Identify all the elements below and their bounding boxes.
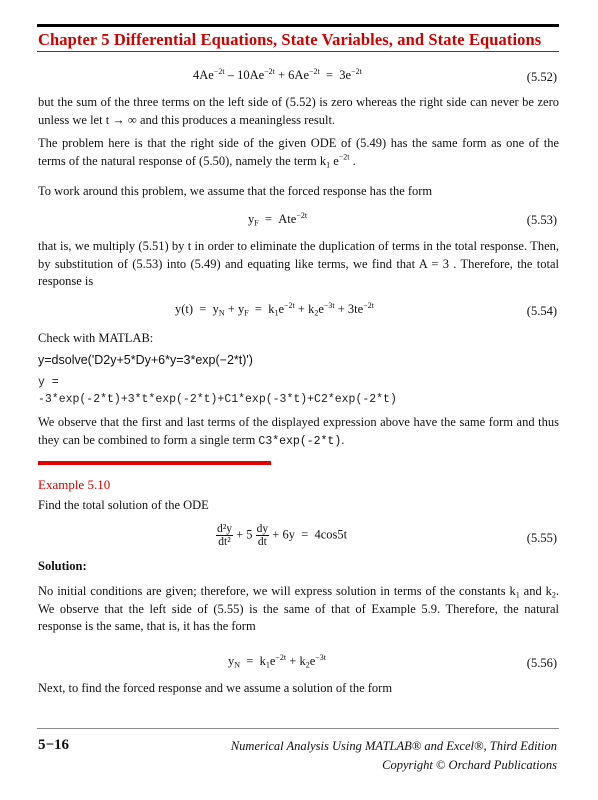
solution-label: Solution:	[38, 559, 87, 573]
paragraph-1: but the sum of the three terms on the left side of (5.52) is zero whereas the right side can never be zero unless we let t → ∞ and this produces a meaningless result.	[38, 95, 559, 127]
chapter-title: Chapter 5 Differential Equations, State Variables, and State Equations	[38, 30, 542, 49]
matlab-output-label: y =	[38, 376, 59, 389]
equation-5-55	[216, 523, 347, 548]
eq-term-plus5: + 5	[232, 527, 253, 542]
paragraph-5: Check with MATLAB:	[38, 331, 154, 345]
equation-number-5-56: (5.56)	[526, 656, 557, 670]
equation-5-54: $y(t) = y_N + y_F = k_1e^{-2t} + k_2e^{-3t} + 3te^{-2t}$	[175, 301, 374, 318]
fraction-numerator: dy	[256, 523, 269, 535]
equation-5-53: $y_F = Ate^{-2t}$	[248, 211, 308, 228]
example-title: Example 5.10	[38, 477, 111, 492]
footer-rule	[37, 728, 559, 729]
fraction-dy-dt	[256, 523, 270, 548]
header-bottom-rule	[37, 51, 559, 52]
matlab-output-value: -3*exp(-2*t)+3*t*exp(-2*t)+C1*exp(-3*t)+C2*exp(-2*t)	[38, 393, 397, 406]
paragraph-3: To work around this problem, we assume that the forced response has the form	[38, 184, 433, 198]
paragraph-7: No initial conditions are given; therefore, we will express solution in terms of the constants $k_1$ and $k_2$. We observe that the left side of (5.55) is the same of that of Example 5.9. Therefore, the natural response is the same, that is, it has the form	[38, 584, 559, 633]
example-separator-bar	[38, 461, 271, 465]
paragraph-6: We observe that the first and last terms of the displayed expression above have the same form and thus they can be combined to form a single term C3*exp(-2*t).	[38, 415, 559, 448]
equation-number-5-54: (5.54)	[526, 304, 557, 318]
equation-5-56: $y_N = k_1e^{-2t} + k_2e^{-3t}$	[228, 653, 326, 670]
copyright-notice: Copyright © Orchard Publications	[382, 758, 557, 772]
book-title: Numerical Analysis Using MATLAB® and Excel®, Third Edition	[230, 739, 557, 753]
fraction-d2y-dt2	[216, 523, 233, 548]
fraction-denominator: dt	[257, 536, 267, 548]
page-number: 5−16	[38, 737, 70, 753]
paragraph-4: that is, we multiply (5.51) by t in order to eliminate the duplication of terms in the total response. Then, by substitution of (5.53) into (5.49) and equating like terms, we find that A = 3 . Therefore, the total response is	[38, 239, 559, 288]
equation-number-5-52: (5.52)	[526, 70, 557, 84]
eq-tail: + 6y = 4cos5t	[269, 527, 348, 542]
matlab-command: y=dsolve('D2y+5*Dy+6*y=3*exp(−2*t)')	[38, 353, 253, 367]
fraction-denominator: dt²	[218, 536, 231, 548]
paragraph-8: Next, to find the forced response and we assume a solution of the form	[38, 681, 393, 695]
paragraph-2: The problem here is that the right side of the given ODE of (5.49) has the same form as one of the terms of the natural response of (5.50), namely the term $k_1$ $e^{-2t}$ .	[38, 136, 559, 169]
fraction-numerator: d²y	[217, 523, 232, 535]
header-top-rule	[37, 24, 559, 27]
equation-number-5-53: (5.53)	[526, 213, 557, 227]
equation-5-52: $4Ae^{-2t} - 10Ae^{-2t} + 6Ae^{-2t} = 3e^{-2t}$	[193, 67, 362, 82]
equation-number-5-55: (5.55)	[526, 531, 557, 545]
example-intro: Find the total solution of the ODE	[38, 498, 209, 512]
